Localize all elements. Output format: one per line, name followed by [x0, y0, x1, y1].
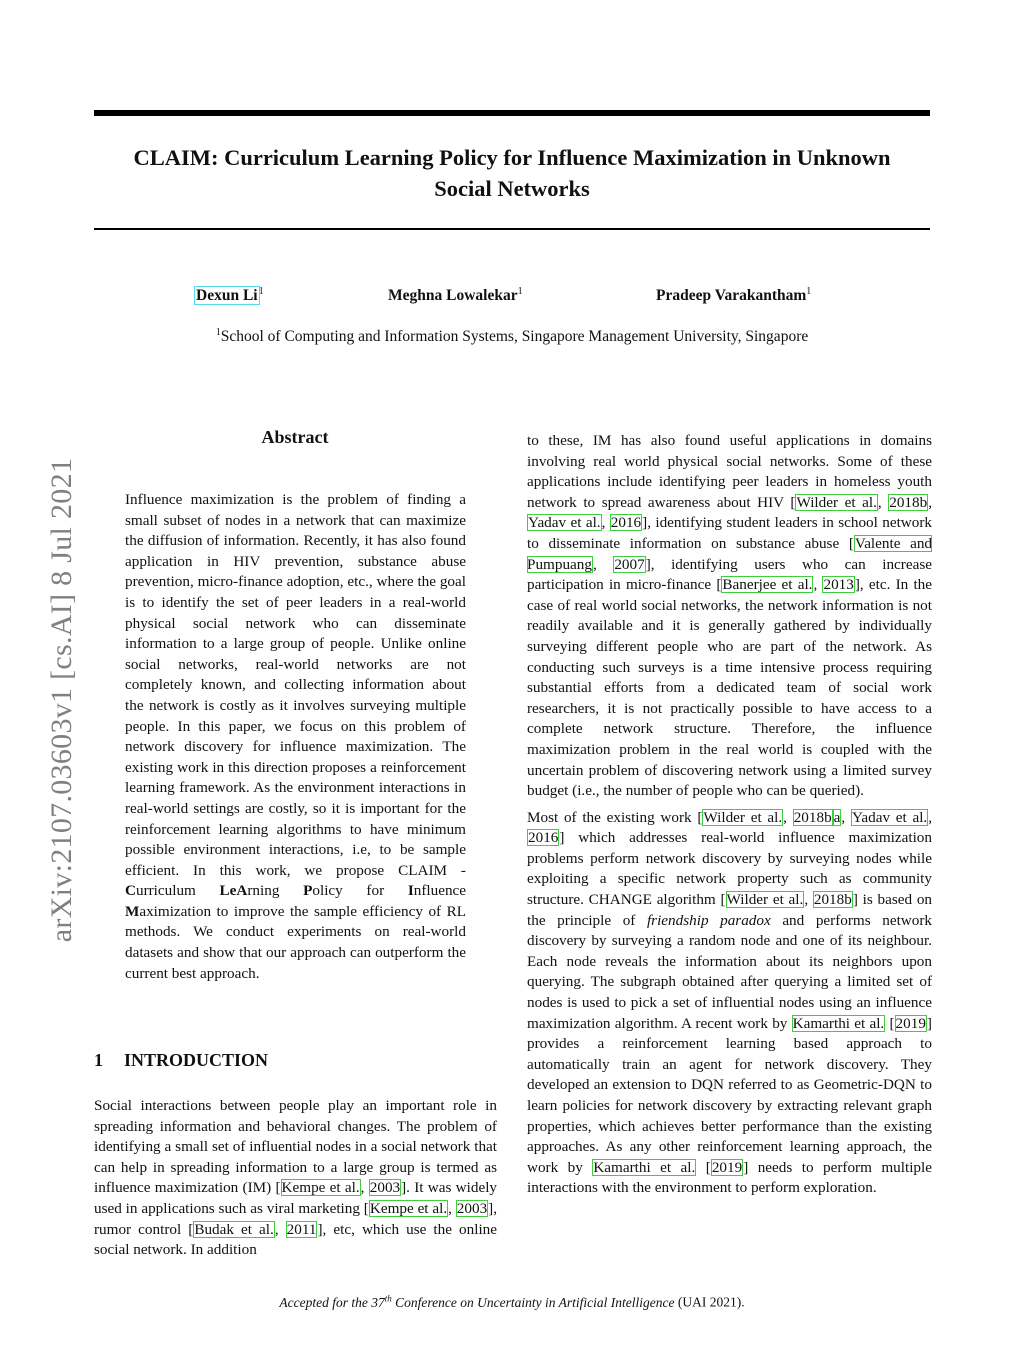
introduction-body — [94, 1096, 497, 1261]
citation-link[interactable]: 2003 — [456, 1199, 488, 1217]
abstract-text: aximization to improve the sample efficiency of RL methods. We conduct experiments on real-world datasets and show that our approach can outperform the current best approach. — [125, 902, 466, 982]
section-title: INTRODUCTION — [124, 1050, 269, 1070]
right-paragraph-1 — [527, 431, 932, 802]
body-text: , — [813, 576, 823, 594]
body-text: to these, IM has also found useful applications in domains involving real world physical social networks. Some of these applications include identifying peer leaders in homeless youth network to spread awareness about HIV [ — [527, 432, 932, 511]
abstract-text: olicy for — [312, 882, 408, 900]
author-dexun-li — [195, 286, 264, 305]
footer-superscript: th — [384, 1293, 392, 1303]
acronym-letter: I — [407, 882, 414, 900]
body-text: ] is based on the principle of — [527, 891, 933, 929]
citation-link[interactable]: Banerjee et al. — [722, 576, 813, 594]
footer-text: Accepted for the 37 — [279, 1294, 385, 1310]
top-rule — [94, 110, 930, 116]
section-heading-introduction — [94, 1050, 268, 1071]
footer-note — [0, 1293, 1024, 1311]
body-text: , — [360, 1179, 369, 1197]
body-text: , — [877, 493, 889, 511]
title-line-2: Social Networks — [434, 176, 590, 201]
author-link[interactable]: Dexun Li — [196, 287, 258, 305]
citation-link[interactable]: 2016 — [610, 514, 642, 532]
body-text: [ — [885, 1014, 895, 1032]
right-paragraph-2 — [527, 808, 932, 1199]
citation-link[interactable]: 2019 — [895, 1014, 926, 1032]
body-text: Most of the existing work [ — [527, 808, 703, 826]
citation-link[interactable]: 2016 — [528, 829, 559, 847]
citation-link[interactable]: Wilder et al. — [703, 808, 783, 826]
body-text: ], identifying users who can increase participation in micro-finance [ — [527, 555, 932, 594]
affiliation — [0, 327, 1024, 346]
citation-link[interactable]: 2003 — [369, 1179, 401, 1197]
body-text: ]. It was widely used in applications such as viral marketing [ — [94, 1179, 498, 1217]
affil-marker: 1 — [517, 286, 523, 297]
citation-link[interactable]: Kamarthi et al. — [792, 1014, 885, 1032]
acronym-letter: M — [125, 902, 140, 920]
section-number: 1 — [94, 1050, 103, 1070]
author-name: Meghna Lowalekar — [388, 287, 518, 305]
citation-link[interactable]: Kempe et al. — [369, 1199, 448, 1217]
author-meghna-lowalekar — [388, 286, 523, 305]
citation-link[interactable]: 2013 — [823, 576, 854, 594]
citation-link[interactable]: 2018b — [793, 808, 832, 826]
body-text: , — [804, 891, 813, 909]
body-text: Social interactions between people play an important role in spreading information and behavioral changes. The problem of identifying a small set of influential nodes in a social network that can help in spreading information to a large group is termed as influence maximization (IM) [ — [94, 1097, 497, 1197]
body-text: ], etc, which use the online social network. In addition — [94, 1220, 498, 1259]
body-text: , — [592, 555, 614, 573]
paper-title — [94, 142, 930, 204]
citation-link[interactable]: 2007 — [614, 555, 645, 573]
abstract-paragraph — [125, 490, 466, 984]
body-text: , — [928, 493, 932, 511]
abstract-text: Influence maximization is the problem of finding a small subset of nodes in a network that can maximize the diffusion of information. Recently, it has also found application in HIV prevention, substance abuse prevention, micro-finance adoption, etc., where the goal is to identify the set of peer leaders in a real-world physical social network who can disseminate information to a large group of people. Unlike online social networks, real-world networks are not completely known, and collecting information about the network is costly as it involves surveying multiple people. In this paper, we focus on this problem of network discovery for influence maximization. The existing work in this direction proposes a reinforcement learning framework. As the environment interactions in real-world settings are costly, so it is important for the reinforcement learning algorithms to have minimum possible environment interactions, i.e, to be sample efficient. In this work, we propose CLAIM - — [125, 491, 466, 879]
citation-link[interactable]: Budak et al. — [194, 1220, 274, 1238]
title-bottom-rule — [94, 228, 930, 230]
abstract-text: rning — [247, 882, 304, 900]
citation-link[interactable]: Wilder et al. — [726, 891, 804, 909]
acronym-letter: P — [303, 882, 313, 900]
body-text: , — [783, 808, 793, 826]
body-text: ] which addresses real-world influence maximization problems perform network discovery by surveying nodes while exploiting a specific network property such as community structure. CHANGE algorithm [ — [527, 829, 932, 909]
right-column-body — [527, 431, 932, 1199]
citation-link[interactable]: a — [833, 808, 841, 826]
body-text: , — [448, 1199, 456, 1217]
citation-link[interactable]: Wilder et al. — [796, 493, 877, 511]
acronym-letter: C — [125, 882, 136, 900]
affil-marker: 1 — [806, 286, 812, 297]
affiliation-text: School of Computing and Information Systems, Singapore Management University, Singapore — [220, 328, 809, 346]
body-text: , — [274, 1220, 286, 1238]
citation-link[interactable]: 2019 — [711, 1158, 743, 1176]
body-text: and performs network discovery by surveying a random node and one of its neighbour. Each node reveals the information about its neighbors upon querying. The subgraph obtained after querying a limited set of nodes is used to pick a set of influential nodes using an influence maximization algorithm. A recent work by — [527, 911, 932, 1032]
author-list — [0, 286, 1024, 308]
arxiv-stamp-text[interactable]: arXiv:2107.03603v1 [cs.AI] 8 Jul 2021 — [45, 457, 78, 943]
intro-paragraph — [94, 1096, 497, 1261]
abstract-text: urriculum — [135, 882, 220, 900]
citation-link[interactable]: 2018b — [889, 493, 928, 511]
body-text: ] needs to perform multiple interactions with the environment to perform exploration. — [527, 1158, 932, 1197]
citation-link[interactable]: Kamarthi et al. — [593, 1158, 696, 1176]
author-pradeep-varakantham — [656, 286, 811, 305]
abstract-heading: Abstract — [261, 427, 329, 447]
body-text: ], etc. In the case of real world social networks, the network information is not readily available and it is generally gathered by individually surveying different people who are part of the network. As conducting such surveys is a time intensive process requiring substantial efforts from a dedicated team of social work researchers, it is not practically possible to have access to a complete network structure. Therefore, the influence maximization problem in the real world is coupled with the uncertain problem of discovering network using a limited survey budget (i.e., the number of people who can be queried). — [527, 576, 933, 800]
body-text: ], identifying student leaders in school network to disseminate information on substance abuse [ — [527, 514, 932, 552]
abstract-body — [125, 490, 466, 984]
author-name: Pradeep Varakantham — [656, 287, 807, 305]
citation-link[interactable]: Yadav et al. — [528, 514, 601, 532]
citation-link[interactable]: 2011 — [286, 1220, 317, 1238]
emphasis-text: friendship paradox — [646, 911, 771, 929]
affil-marker: 1 — [215, 327, 221, 338]
body-text: , — [928, 808, 933, 826]
title-line-1: CLAIM: Curriculum Learning Policy for Influence Maximization in Unknown — [133, 145, 891, 170]
footer-year: (UAI 2021). — [674, 1294, 745, 1310]
body-text: ], rumor control [ — [94, 1199, 498, 1238]
body-text: [ — [696, 1158, 711, 1176]
citation-link[interactable]: Valente and Pumpuang — [527, 534, 933, 573]
citation-link[interactable]: 2018b — [813, 891, 852, 909]
citation-link[interactable]: Yadav et al. — [851, 808, 928, 826]
footer-venue — [279, 1295, 674, 1310]
affil-marker: 1 — [258, 286, 264, 297]
body-text: , — [841, 808, 851, 826]
citation-link[interactable]: Kempe et al. — [281, 1179, 360, 1197]
body-text: ] provides a reinforcement learning based approach to automatically train an agent for network discovery. They developed an extension to DQN referred to as Geometric-DQN to learn policies for network discovery by extracting relevant graph properties, which achieves better performance than the existing approaches. As any other reinforcement learning approach, the work by — [527, 1014, 932, 1176]
acronym-letter: LeA — [219, 882, 248, 900]
body-text: , — [601, 514, 610, 532]
abstract-text: nfluence — [413, 882, 467, 900]
footer-text: Conference on Uncertainty in Artificial Intelligence — [391, 1294, 675, 1310]
